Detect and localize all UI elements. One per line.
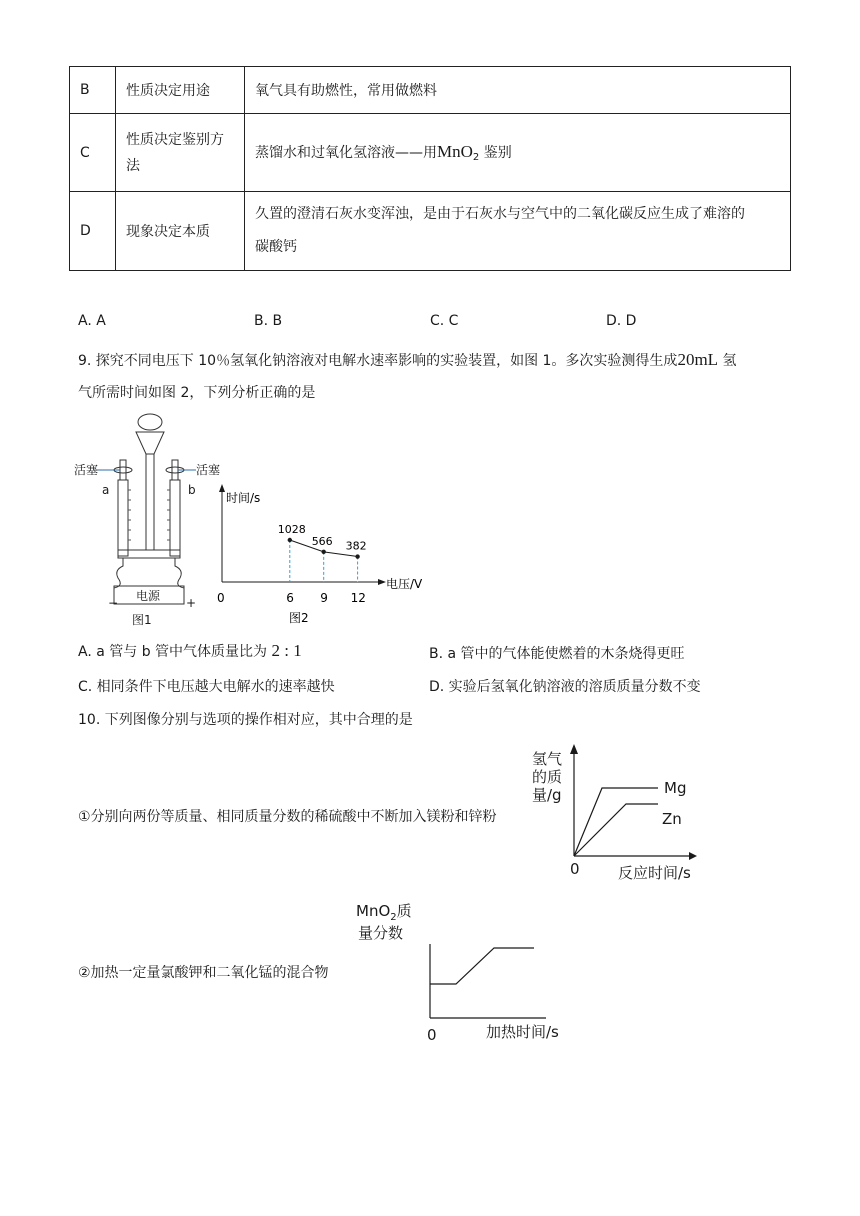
mno2-fraction-chart — [350, 896, 590, 1044]
y-label-formula: MnO — [356, 902, 391, 920]
series-label-mg: Mg — [664, 779, 687, 797]
x-tick-label: 6 — [286, 591, 294, 605]
fig2-caption: 图2 — [289, 611, 309, 625]
q9-option-d: D. 实验后氢氧化钠溶液的溶质质量分数不变 — [429, 679, 701, 695]
valve-left-label: 活塞 — [74, 463, 99, 477]
data-point — [355, 554, 359, 558]
origin-label: 0 — [570, 860, 580, 878]
tube-b-label: b — [188, 483, 196, 497]
y-label-line1 — [356, 902, 412, 923]
y-axis-arrow — [219, 484, 225, 492]
data-point — [322, 550, 326, 554]
y-label-line1: 氢气 — [532, 750, 563, 768]
plus-sign: + — [186, 596, 197, 610]
origin-label: 0 — [427, 1026, 437, 1044]
option-b: B. B — [254, 313, 283, 329]
row-content-line2: 碳酸钙 — [255, 239, 297, 255]
q9-option-c: C. 相同条件下电压越大电解水的速率越快 — [78, 679, 335, 695]
fig1-apparatus — [74, 410, 224, 632]
q10-item2-text: ②加热一定量氯酸钾和二氧化锰的混合物 — [78, 965, 329, 981]
data-point — [288, 538, 292, 542]
x-axis-label: 电压/V — [386, 577, 423, 591]
option-a: A. A — [78, 313, 106, 329]
y-axis-label: 时间/s — [226, 491, 261, 505]
q9-option-a — [78, 641, 302, 661]
q9-stem-line2: 气所需时间如图 2，下列分析正确的是 — [78, 385, 316, 401]
option-d: D. D — [606, 313, 637, 329]
q9-option-b: B. a 管中的气体能使燃着的木条烧得更旺 — [429, 646, 685, 662]
mg-line — [574, 788, 658, 856]
option-c: C. C — [430, 313, 459, 329]
table-row — [70, 114, 791, 192]
row-label: D — [70, 192, 116, 271]
formula: MnO — [437, 142, 473, 161]
x-tick-label: 9 — [320, 591, 328, 605]
row-content — [245, 192, 791, 271]
row-category — [116, 114, 245, 192]
q9-stem-text: 9. 探究不同电压下 10％氢氧化钠溶液对电解水速率影响的实验装置，如图 1。多次实验测得生成 — [78, 353, 678, 369]
x-axis-label: 反应时间/s — [618, 864, 691, 882]
tube-a-label: a — [102, 483, 110, 497]
row-content-text: 鉴别 — [483, 145, 512, 161]
row-label: C — [70, 114, 116, 192]
row-content — [245, 114, 791, 192]
data-label: 382 — [345, 539, 367, 553]
fig1-caption: 图1 — [132, 613, 152, 627]
data-label: 566 — [311, 534, 333, 548]
q10-item1-text: ①分别向两份等质量、相同质量分数的稀硫酸中不断加入镁粉和锌粉 — [78, 809, 497, 825]
row-category: 性质决定用途 — [116, 67, 245, 114]
row-label: B — [70, 67, 116, 114]
x-axis-label: 加热时间/s — [486, 1023, 559, 1041]
option-a-ratio: 2 : 1 — [271, 641, 302, 660]
table-row — [70, 67, 791, 114]
y-label-line2: 的质 — [532, 768, 563, 786]
x-axis-arrow — [378, 579, 386, 585]
origin-label: 0 — [217, 591, 225, 605]
row-category-line2: 法 — [126, 157, 140, 174]
q10-stem: 10. 下列图像分别与选项的操作相对应，其中合理的是 — [78, 712, 413, 728]
y-label-suffix: 质 — [396, 902, 412, 920]
row-content: 氧气具有助燃性，常用做燃料 — [245, 67, 791, 114]
y-label-subscript: 2 — [390, 912, 397, 923]
table-row — [70, 192, 791, 271]
q9-stem-line1 — [78, 350, 737, 370]
y-label-line3: 量/g — [532, 786, 562, 804]
data-label: 1028 — [277, 523, 306, 536]
row-content-line1: 久置的澄清石灰水变浑浊，是由于石灰水与空气中的二氧化碳反应生成了难溶的 — [255, 206, 745, 222]
comparison-table — [69, 66, 791, 271]
fig2-chart — [210, 484, 450, 634]
series-label-zn: Zn — [662, 810, 682, 828]
y-label-line2: 量分数 — [358, 924, 404, 942]
row-content-text: 蒸馏水和过氧化氢溶液——用 — [255, 145, 437, 161]
q9-volume: 20mL — [677, 350, 719, 369]
hydrogen-mass-chart — [530, 742, 705, 882]
row-category: 现象决定本质 — [116, 192, 245, 271]
mno2-line — [430, 948, 534, 984]
x-axis-arrow — [689, 852, 697, 860]
zn-line — [574, 804, 658, 856]
q9-stem-text: 氢 — [722, 353, 737, 369]
option-a-text: A. a 管与 b 管中气体质量比为 — [78, 644, 268, 660]
formula-subscript: 2 — [472, 152, 480, 163]
row-category-line1: 性质决定鉴别方 — [126, 131, 224, 148]
valve-right-label: 活塞 — [196, 463, 221, 477]
y-axis-arrow — [570, 744, 578, 754]
x-tick-label: 12 — [350, 591, 366, 605]
minus-sign: − — [108, 596, 119, 610]
power-label: 电源 — [136, 589, 161, 603]
